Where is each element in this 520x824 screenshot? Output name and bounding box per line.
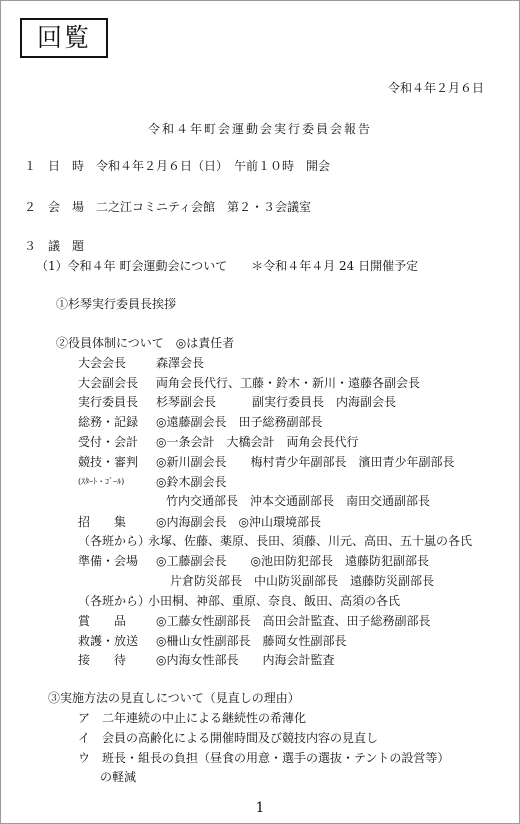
page-number: 1 [255, 800, 265, 816]
role-text: 両角会長代行、工藤・鈴木・新川・遠藤各副会長 [156, 376, 421, 390]
role-label: 実行委員長 [78, 395, 139, 409]
role-label: 総務・記録 [78, 415, 139, 429]
role-text: 竹内交通部長 沖本交通副部長 南田交通副部長 [166, 494, 431, 508]
role-label: 大会会長 [78, 356, 127, 370]
role-text: ◎遠藤副会長 田子総務副部長 [156, 415, 323, 429]
reason-item: ア 二年連続の中止による継続性の希薄化 [78, 711, 307, 725]
agenda-item-1: （1）令和４年 町会運動会について ＊令和４年４月 24 日開催予定 [36, 259, 419, 273]
item-datetime: １ 日 時 令和４年２月６日（日） 午前１０時 開会 [24, 159, 331, 173]
reason-item: の軽減 [100, 770, 137, 784]
role-text: ◎新川副会長 梅村青少年副部長 濱田青少年副部長 [156, 455, 455, 469]
role-text: ◎鈴木副会長 [156, 475, 227, 489]
reason-item: ウ 班長・組長の負担（昼食の用意・選手の選抜・テントの設営等） [78, 751, 450, 765]
role-text: ◎工藤女性副部長 高田会計監査、田子総務副部長 [156, 614, 431, 628]
item-venue: ２ 会 場 二之江コミニティ会館 第２・３会議室 [24, 200, 312, 214]
role-text: 杉琴副会長 副実行委員長 内海副会長 [156, 395, 397, 409]
role-text: ◎一条会計 大橋会計 両角会長代行 [156, 435, 359, 449]
subitem-officer-structure: ②役員体制について ◎は責任者 [56, 336, 235, 350]
circulation-stamp: 回覧 [20, 18, 108, 58]
reason-item: イ 会員の高齢化による開催時間及び競技内容の見直し [78, 731, 379, 745]
role-label: 救護・放送 [78, 634, 139, 648]
role-label: 競技・審判 [78, 455, 139, 469]
role-text: ◎柵山女性副部長 藤岡女性副部長 [156, 634, 347, 648]
role-label: 賞 品 [78, 614, 127, 628]
subitem-method-review: ③実施方法の見直しについて（見直しの理由） [48, 691, 300, 705]
role-label: （各班から） [78, 534, 151, 548]
role-text: 小田桐、神部、重原、奈良、飯田、高須の各氏 [148, 594, 401, 608]
role-label: 招 集 [78, 515, 127, 529]
role-text: 森澤会長 [156, 356, 205, 370]
role-text: 永塚、佐藤、薬原、長田、須藤、川元、高田、五十嵐の各氏 [148, 534, 473, 548]
role-label: 大会副会長 [78, 376, 139, 390]
role-label: 接 待 [78, 653, 127, 667]
document-date: 令和４年２月６日 [387, 81, 484, 95]
role-label: 受付・会計 [78, 435, 139, 449]
role-text: ◎内海副会長 ◎沖山環境部長 [156, 515, 321, 529]
document-title: 令和４年町会運動会実行委員会報告 [147, 122, 372, 136]
role-label: 準備・会場 [78, 554, 139, 568]
role-label: (ｽﾀｰﾄ・ｺﾞｰﾙ) [78, 477, 125, 486]
item-agenda-heading: ３ 議 題 [24, 239, 85, 253]
role-text: ◎内海女性部長 内海会計監査 [156, 653, 335, 667]
role-label: （各班から） [78, 594, 151, 608]
role-text: ◎工藤副会長 ◎池田防犯部長 遠藤防犯副部長 [156, 554, 429, 568]
subitem-greeting: ①杉琴実行委員長挨拶 [56, 297, 177, 311]
role-text: 片倉防災部長 中山防災副部長 遠藤防災副部長 [170, 574, 435, 588]
